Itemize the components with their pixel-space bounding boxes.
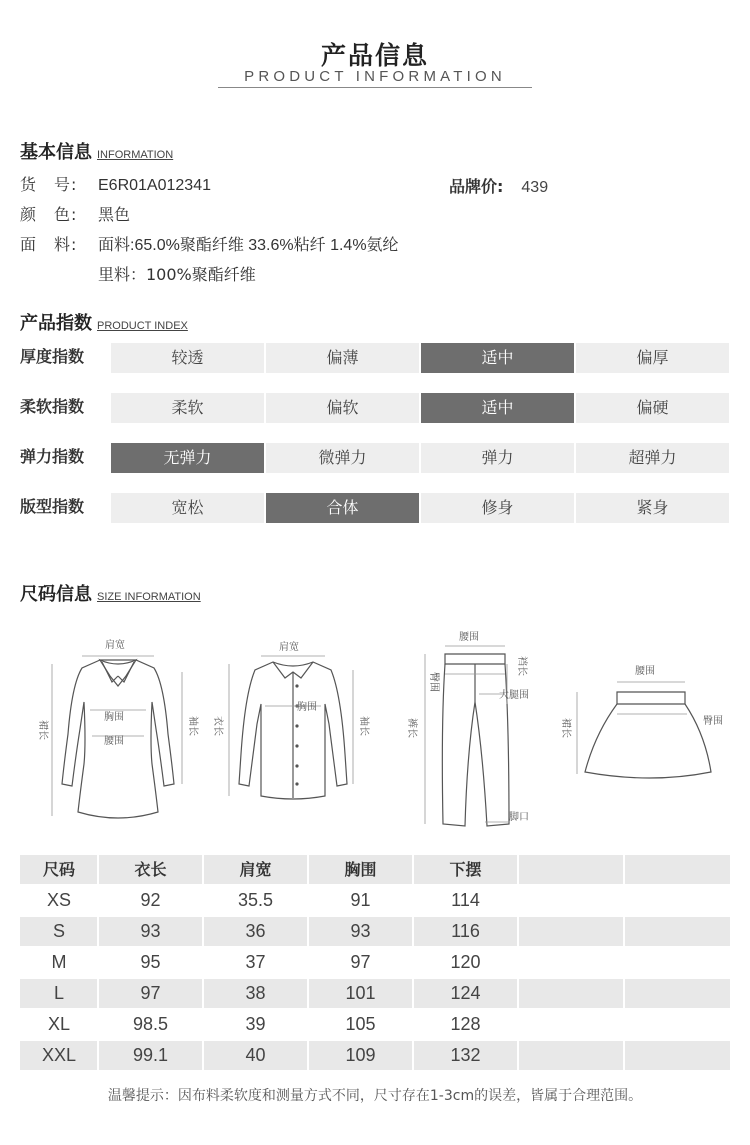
- pants-hip-label: 臀围: [428, 672, 439, 692]
- page-title: 产品信息: [320, 41, 429, 70]
- shirt-length-label: 衣长: [212, 716, 223, 736]
- table-cell: XL: [47, 1014, 71, 1034]
- price-row: [449, 174, 548, 197]
- dress-chest-label: 胸围: [104, 712, 124, 723]
- index-row: [20, 443, 730, 473]
- shirt-chest-label: 胸围: [297, 702, 317, 713]
- index-option: 适中: [421, 393, 574, 423]
- table-column-divider: [517, 855, 519, 1070]
- table-cell: [518, 886, 624, 915]
- dress-shoulder-label: 肩宽: [105, 640, 125, 651]
- table-cell: [518, 917, 624, 946]
- table-cell: 105: [345, 1014, 376, 1034]
- sku-row: [20, 172, 211, 195]
- index-option: 柔软: [111, 393, 264, 423]
- table-cell: 101: [345, 983, 376, 1003]
- table-cell: 128: [450, 1014, 481, 1034]
- dress-length-label: 裙长: [37, 720, 48, 740]
- table-cell: 132: [450, 1045, 481, 1065]
- table-cell: 99.1: [132, 1045, 169, 1065]
- table-cell: 114: [451, 890, 480, 910]
- table-cell: 92: [140, 890, 161, 910]
- pants-rise-label: 裆长: [516, 656, 527, 676]
- table-cell: M: [51, 952, 67, 972]
- table-cell: 39: [245, 1014, 266, 1034]
- index-option: 无弹力: [111, 443, 264, 473]
- basic-info-heading: [20, 138, 173, 164]
- table-cell: [624, 1041, 730, 1070]
- table-cell: 38: [245, 983, 266, 1003]
- sku-label: 货 号:: [20, 175, 78, 194]
- product-index-title-en: PRODUCT INDEX: [97, 320, 188, 332]
- shirt-shoulder-label: 肩宽: [279, 642, 299, 653]
- table-header-cell: 肩宽: [239, 860, 272, 879]
- index-option: 修身: [421, 493, 574, 523]
- index-option: 宽松: [111, 493, 264, 523]
- page-subtitle: PRODUCT INFORMATION: [218, 68, 532, 88]
- size-info-title-en: SIZE INFORMATION: [97, 591, 201, 603]
- table-column-divider: [202, 855, 204, 1070]
- color-label: 颜 色:: [20, 205, 78, 224]
- table-cell: 95: [140, 952, 161, 972]
- price-value: 439: [521, 179, 549, 196]
- table-cell: 93: [140, 921, 161, 941]
- table-cell: XXL: [41, 1045, 77, 1065]
- pants-illustration: [395, 624, 555, 834]
- table-cell: S: [52, 921, 65, 941]
- material-lining: 里料：100%聚酯纤维: [98, 265, 256, 284]
- table-cell: 37: [245, 952, 266, 972]
- index-option: 较透: [111, 343, 264, 373]
- size-info-heading: [20, 580, 201, 606]
- table-cell: [624, 1010, 730, 1039]
- skirt-illustration: [555, 624, 735, 804]
- table-cell: [518, 979, 624, 1008]
- price-label: 品牌价:: [449, 177, 504, 196]
- index-option: 偏硬: [576, 393, 729, 423]
- index-option: 合体: [266, 493, 419, 523]
- product-index-heading: [20, 309, 188, 335]
- index-row-label: 版型指数: [20, 497, 85, 516]
- table-column-divider: [412, 855, 414, 1070]
- table-cell: 91: [350, 890, 371, 910]
- pants-thigh-label: 大腿围: [499, 690, 529, 701]
- table-cell: [624, 917, 730, 946]
- table-cell: [624, 979, 730, 1008]
- table-cell: 36: [245, 921, 266, 941]
- table-cell: XS: [46, 890, 71, 910]
- index-option: 超弹力: [576, 443, 729, 473]
- skirt-waist-label: 腰围: [635, 666, 655, 677]
- table-header-cell: 下摆: [449, 860, 482, 879]
- table-header-cell: 衣长: [134, 860, 167, 879]
- material-label: 面 料:: [20, 235, 78, 254]
- table-column-divider: [307, 855, 309, 1070]
- color-row: [20, 202, 130, 225]
- index-option: 紧身: [576, 493, 729, 523]
- table-cell: [518, 948, 624, 977]
- index-row-label: 厚度指数: [20, 347, 85, 366]
- index-row-label: 柔软指数: [20, 397, 85, 416]
- table-cell: 35.5: [237, 890, 274, 910]
- color-value: 黑色: [98, 207, 131, 224]
- index-row-label: 弹力指数: [20, 447, 85, 466]
- table-column-divider: [97, 855, 99, 1070]
- index-option: 偏薄: [266, 343, 419, 373]
- index-option: 偏厚: [576, 343, 729, 373]
- table-cell: 40: [245, 1045, 266, 1065]
- table-cell: 124: [450, 983, 481, 1003]
- table-cell: [518, 1041, 624, 1070]
- table-cell: 120: [450, 952, 481, 972]
- index-option: 偏软: [266, 393, 419, 423]
- table-cell: 109: [345, 1045, 376, 1065]
- footnote: 温馨提示：因布料柔软度和测量方式不同，尺寸存在1-3cm的误差，皆属于合理范围。: [107, 1088, 643, 1104]
- table-cell: 116: [451, 921, 480, 941]
- basic-info-title: 基本信息: [20, 142, 92, 163]
- index-row: [20, 393, 730, 423]
- table-cell: [518, 1010, 624, 1039]
- dress-sleeve-label: 袖长: [187, 716, 198, 736]
- product-index-title: 产品指数: [20, 313, 92, 334]
- material-row: [20, 232, 399, 255]
- table-header-cell: 胸围: [344, 860, 377, 879]
- index-option: 适中: [421, 343, 574, 373]
- index-option: 弹力: [421, 443, 574, 473]
- material-outer: 面料:65.0%聚酯纤维 33.6%粘纤 1.4%氨纶: [98, 237, 399, 254]
- table-cell: 93: [350, 921, 371, 941]
- table-column-divider: [623, 855, 625, 1070]
- index-row: [20, 493, 730, 523]
- table-cell: [624, 886, 730, 915]
- table-cell: 98.5: [132, 1014, 169, 1034]
- table-header-cell: 尺码: [42, 860, 75, 879]
- size-info-title: 尺码信息: [20, 584, 92, 605]
- pants-hem-label: 脚口: [509, 812, 529, 823]
- shirt-sleeve-label: 袖长: [358, 716, 369, 736]
- index-row: [20, 343, 730, 373]
- shirt-illustration: [205, 624, 375, 829]
- pants-length-label: 裤长: [406, 718, 417, 738]
- sku-value: E6R01A012341: [98, 177, 211, 194]
- dress-waist-label: 腰围: [104, 736, 124, 747]
- dress-illustration: [30, 624, 205, 829]
- table-cell: 97: [140, 983, 161, 1003]
- basic-info-title-en: INFORMATION: [97, 149, 174, 161]
- table-cell: 97: [350, 952, 371, 972]
- pants-waist-label: 腰围: [459, 632, 479, 643]
- table-cell: [624, 948, 730, 977]
- table-header-cell: [518, 855, 624, 884]
- table-cell: L: [53, 983, 64, 1003]
- table-header-cell: [624, 855, 730, 884]
- index-option: 微弹力: [266, 443, 419, 473]
- skirt-hip-label: 臀围: [703, 716, 723, 727]
- skirt-length-label: 裙长: [560, 718, 571, 738]
